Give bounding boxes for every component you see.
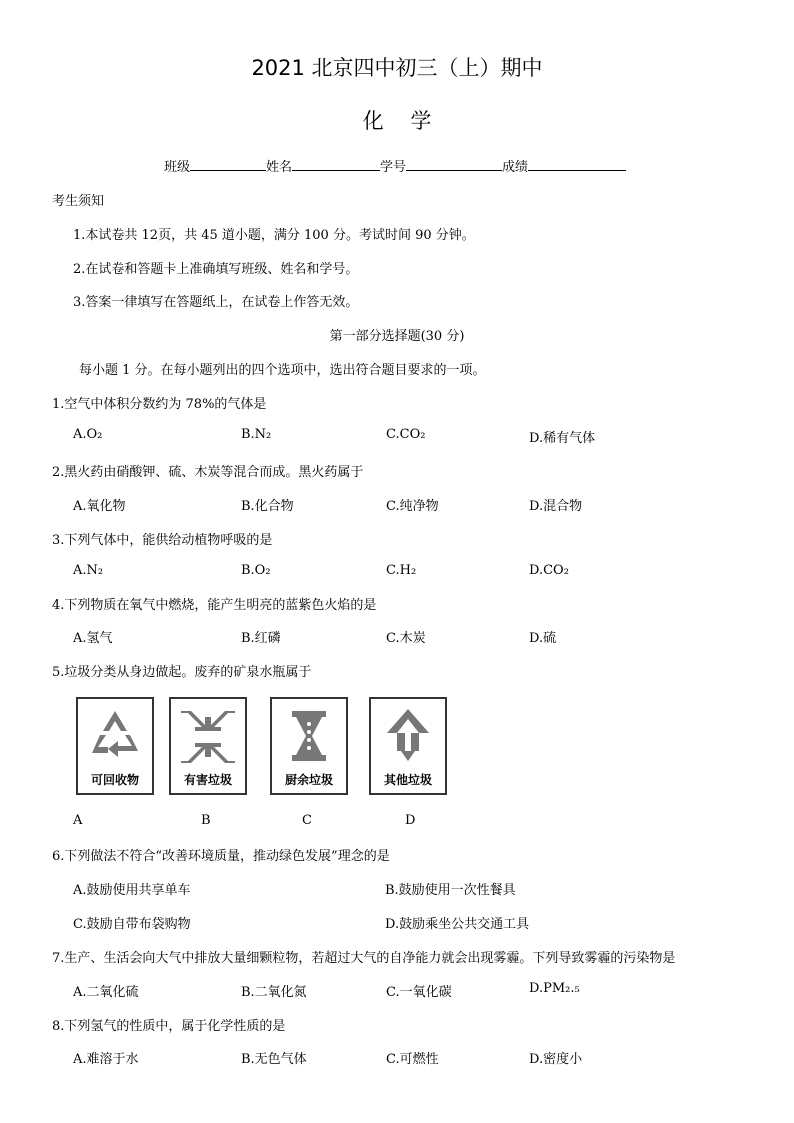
- kitchen-waste-bin-icon[interactable]: [270, 697, 348, 795]
- class-label: 班级: [164, 160, 191, 175]
- question-stem: 3.下列气体中，能供给动植物呼吸的是: [52, 533, 273, 548]
- notice-item: 1.本试卷共 12页，共 45 道小题，满分 100 分。考试时间 90 分钟。: [73, 228, 475, 243]
- page-title: 2021 北京四中初三（上）期中: [251, 56, 543, 80]
- question-stem: 7.生产、生活会向大气中排放大量细颗粒物，若超过大气的自净能力就会出现雾霾。下列导致雾霾的污染物是: [52, 951, 676, 966]
- option[interactable]: A: [73, 813, 83, 828]
- option[interactable]: C.一氧化碳: [386, 985, 452, 1000]
- name-field[interactable]: [292, 158, 380, 171]
- bin-label: 其他垃圾: [383, 773, 432, 787]
- option[interactable]: A.氢气: [73, 631, 113, 646]
- option[interactable]: C.纯净物: [386, 499, 439, 514]
- section-title: 第一部分选择题(30 分): [329, 329, 465, 344]
- option[interactable]: B.鼓励使用一次性餐具: [385, 883, 516, 898]
- subject-title: 化 学: [362, 109, 432, 133]
- student-id-field[interactable]: [406, 158, 502, 171]
- class-field[interactable]: [190, 158, 266, 171]
- option[interactable]: A.氧化物: [73, 499, 126, 514]
- option[interactable]: D.混合物: [529, 499, 583, 514]
- option[interactable]: A.O₂: [73, 427, 103, 442]
- score-label: 成绩: [502, 160, 529, 175]
- option[interactable]: D.CO₂: [529, 563, 569, 578]
- recyclable-bin-icon[interactable]: [76, 697, 154, 795]
- option[interactable]: D.鼓励乘坐公共交通工具: [385, 917, 530, 932]
- option[interactable]: D.稀有气体: [529, 431, 596, 446]
- student-info-row: [164, 156, 626, 175]
- notice-heading: 考生须知: [52, 194, 105, 209]
- option[interactable]: C.H₂: [386, 563, 417, 578]
- question-stem: 4.下列物质在氧气中燃烧，能产生明亮的蓝紫色火焰的是: [52, 598, 377, 613]
- bin-label: 可回收物: [90, 773, 139, 787]
- option[interactable]: A.二氧化硫: [73, 985, 139, 1000]
- option[interactable]: C: [302, 813, 312, 828]
- name-label: 姓名: [266, 160, 293, 175]
- option[interactable]: D.硫: [529, 631, 557, 646]
- question-stem: 8.下列氢气的性质中，属于化学性质的是: [52, 1019, 286, 1034]
- option[interactable]: D.密度小: [529, 1052, 583, 1067]
- option[interactable]: B.红磷: [241, 631, 281, 646]
- student-id-label: 学号: [380, 160, 407, 175]
- option[interactable]: A.N₂: [73, 563, 104, 578]
- notice-item: 2.在试卷和答题卡上准确填写班级、姓名和学号。: [73, 262, 359, 277]
- question-stem: 1.空气中体积分数约为 78%的气体是: [52, 397, 267, 412]
- question-stem: 5.垃圾分类从身边做起。废弃的矿泉水瓶属于: [52, 665, 312, 680]
- score-field[interactable]: [528, 158, 626, 171]
- question-stem: 6.下列做法不符合“改善环境质量，推动绿色发展”理念的是: [52, 849, 390, 864]
- question-stem: 2.黑火药由硝酸钾、硫、木炭等混合而成。黑火药属于: [52, 465, 364, 480]
- option[interactable]: C.鼓励自带布袋购物: [73, 917, 191, 932]
- option[interactable]: D.PM₂.₅: [529, 981, 580, 996]
- option[interactable]: B.化合物: [241, 499, 294, 514]
- notice-item: 3.答案一律填写在答题纸上，在试卷上作答无效。: [73, 295, 359, 310]
- option[interactable]: A.难溶于水: [73, 1052, 139, 1067]
- section-instruction: 每小题 1 分。在每小题列出的四个选项中，选出符合题目要求的一项。: [79, 363, 486, 378]
- hazardous-bin-icon[interactable]: [169, 697, 247, 795]
- option[interactable]: B.二氧化氮: [241, 985, 307, 1000]
- option[interactable]: C.CO₂: [386, 427, 426, 442]
- option[interactable]: A.鼓励使用共享单车: [73, 883, 191, 898]
- option[interactable]: C.可燃性: [386, 1052, 439, 1067]
- option[interactable]: B.N₂: [241, 427, 272, 442]
- bin-label: 厨余垃圾: [284, 773, 333, 787]
- option[interactable]: D: [405, 813, 416, 828]
- option[interactable]: B.无色气体: [241, 1052, 307, 1067]
- other-waste-bin-icon[interactable]: [369, 697, 447, 795]
- bin-label: 有害垃圾: [183, 773, 232, 787]
- option[interactable]: B.O₂: [241, 563, 271, 578]
- option[interactable]: C.木炭: [386, 631, 426, 646]
- option[interactable]: B: [201, 813, 211, 828]
